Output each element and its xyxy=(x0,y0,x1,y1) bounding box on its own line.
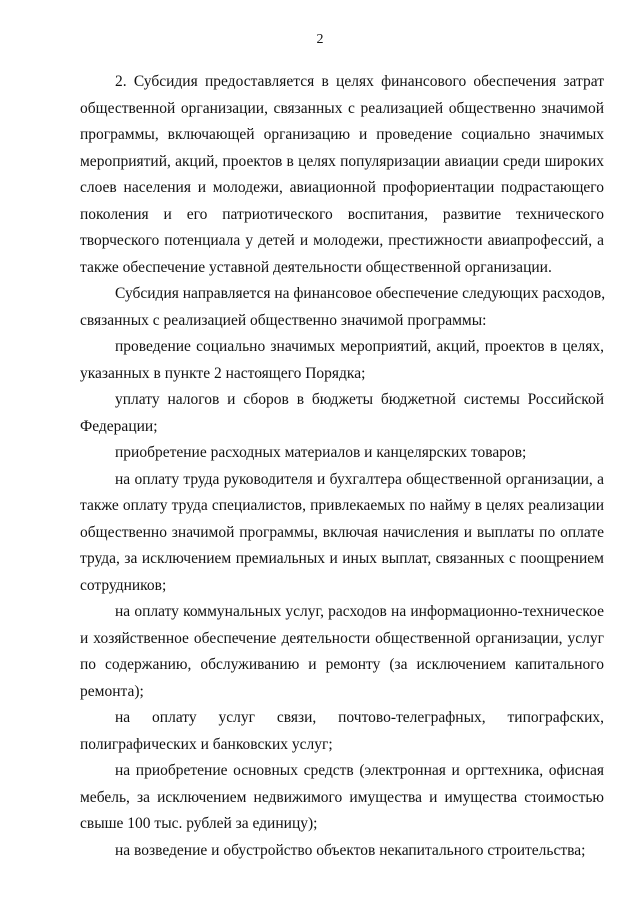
line-text: на приобретение основных средств (электронная и оргтехника, офисная xyxy=(115,762,604,779)
line-text: также оплату труда специалистов, привлекаемых по найму в целях реализации xyxy=(80,497,604,514)
line-text: сотрудников; xyxy=(80,577,167,594)
line-text: указанных в пункте 2 настоящего Порядка; xyxy=(80,365,366,382)
text-line xyxy=(0,761,640,781)
line-text: ремонта); xyxy=(80,683,144,700)
line-text: на возведение и обустройство объектов некапитального строительства; xyxy=(115,842,586,859)
text-line xyxy=(0,655,640,675)
text-line xyxy=(0,814,640,834)
text-line xyxy=(0,311,640,331)
text-line xyxy=(0,708,640,728)
line-text: уплату налогов и сборов в бюджеты бюджетной системы Российской xyxy=(115,391,604,408)
text-line xyxy=(0,443,640,463)
line-text: приобретение расходных материалов и канцелярских товаров; xyxy=(115,444,527,461)
text-line xyxy=(0,549,640,569)
line-text: 2. Субсидия предоставляется в целях финансового обеспечения затрат xyxy=(115,73,604,90)
line-text: на оплату труда руководителя и бухгалтера общественной организации, а xyxy=(115,471,604,488)
text-line xyxy=(0,364,640,384)
line-text: связанных с реализацией общественно значимой программы: xyxy=(80,312,487,329)
line-text: мебель, за исключением недвижимого имущества и имущества стоимостью xyxy=(80,789,604,806)
text-line xyxy=(0,576,640,596)
line-text: общественной организации, связанных с реализацией общественно значимой xyxy=(80,100,604,117)
line-text: по содержанию, обслуживанию и ремонту (за исключением капитального xyxy=(80,656,604,673)
line-text: поколения и его патриотического воспитания, развитие технического xyxy=(80,206,604,223)
line-text: на оплату услуг связи, почтово-телеграфных, типографских, xyxy=(115,709,604,726)
text-line xyxy=(0,284,640,304)
text-line xyxy=(0,390,640,410)
text-line xyxy=(0,205,640,225)
line-text: Федерации; xyxy=(80,418,158,435)
line-text: также обеспечение уставной деятельности общественной организации. xyxy=(80,259,552,276)
text-line xyxy=(0,602,640,622)
text-line xyxy=(0,470,640,490)
line-text: и хозяйственное обеспечение деятельности общественной организации, услуг xyxy=(80,630,604,647)
line-text: полиграфических и банковских услуг; xyxy=(80,736,333,753)
line-text: свыше 100 тыс. рублей за единицу); xyxy=(80,815,318,832)
text-line xyxy=(0,496,640,516)
text-line xyxy=(0,125,640,145)
line-text: проведение социально значимых мероприятий, акций, проектов в целях, xyxy=(115,338,604,355)
line-text: слоев населения и молодежи, авиационной профориентации подрастающего xyxy=(80,179,604,196)
line-text: труда, за исключением премиальных и иных выплат, связанных с поощрением xyxy=(80,550,604,567)
page-number: 2 xyxy=(316,32,324,47)
text-line xyxy=(0,337,640,357)
text-line xyxy=(0,152,640,172)
line-text: мероприятий, акций, проектов в целях популяризации авиации среди широких xyxy=(80,153,604,170)
line-text: творческого потенциала у детей и молодежи, престижности авиапрофессий, а xyxy=(80,232,604,249)
text-line xyxy=(0,99,640,119)
line-text: на оплату коммунальных услуг, расходов на информационно-техническое xyxy=(115,603,604,620)
text-line xyxy=(0,178,640,198)
text-line xyxy=(0,417,640,437)
line-text: Субсидия направляется на финансовое обеспечение следующих расходов, xyxy=(115,285,606,302)
text-line xyxy=(0,72,640,92)
text-line xyxy=(0,735,640,755)
text-line xyxy=(0,788,640,808)
text-line xyxy=(0,231,640,251)
text-line xyxy=(0,523,640,543)
text-line xyxy=(0,682,640,702)
line-text: общественно значимой программы, включая начисления и выплаты по оплате xyxy=(80,524,604,541)
line-text: программы, включающей организацию и проведение социально значимых xyxy=(80,126,604,143)
text-line xyxy=(0,841,640,861)
text-line xyxy=(0,629,640,649)
text-line xyxy=(0,258,640,278)
